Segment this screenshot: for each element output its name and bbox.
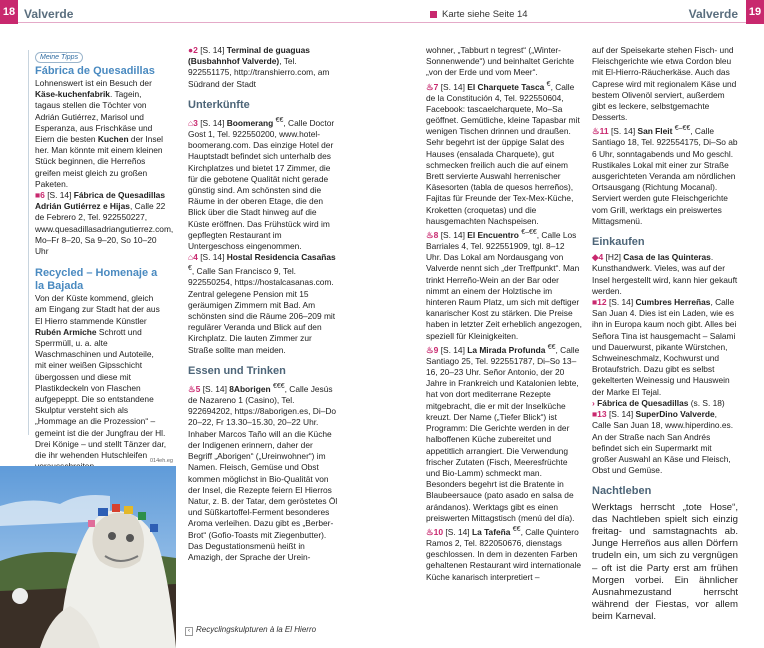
location-pin-icon: ◆ — [592, 252, 599, 263]
text: Schrott und Sperrmüll, u. a. alte Waschmaschinen und Autoteile, mit einer weißen Gipsschicht übergossen und diese mit Plastikdeckeln von Flaschen aufgepeppt. Die so entstandene Skulptur versteht sich als „Hommage an die Prozession“ – gemeint ist die der Jungfrau der Hl. Drei Könige – und stellt Tänzer dar, die ihr wehenden Hutschleifen — [35, 326, 167, 461]
hotel-icon: ⌂ — [188, 117, 194, 128]
entry-name: El Encuentro — [467, 229, 519, 240]
map-ref: [S. 14] — [202, 383, 230, 394]
entry-name: Terminal de guaguas (Busbahnhof Valverde) — [188, 45, 310, 67]
entry-text: , Calle San Francisco 9, Tel. 922550254, https://hostalcasanas.com. Zentral gelegene Pension mit 15 geräumigen Zimmern mit Bad. Am schönsten sind die Räume 206–209 mit regulärer Veranda und Blick auf den Kirchplatz. Die lauten Zimmer zur Straße sollte man meiden. — [188, 266, 336, 355]
map-ref: [S. 14] — [445, 526, 472, 537]
entry-name: Casa de las Quinteras — [623, 252, 711, 263]
text-bold: Kuchen — [97, 134, 129, 145]
map-ref: [S. 14] — [608, 409, 636, 420]
price-category: € — [188, 265, 192, 273]
page-number-right: 19 — [746, 0, 764, 24]
entry-2 — [188, 45, 338, 90]
entry-number: 8 — [433, 229, 439, 240]
entry-number: 4 — [598, 252, 604, 263]
shop-entry-4 — [592, 252, 738, 297]
entry-3 — [188, 115, 338, 252]
map-ref: [S. 14] — [440, 229, 468, 240]
entry-text: , Calle de la Constitución 4, Tel. 922550604, Facebook: tascaelcharquete, Mo–Sa geöffnet. Gemütliche, kleine Tapasbar mit wenigen Tischen drinnen und draußen. Sehr begehrt ist der üppige Salat des Hauses (ensalada Charquete), gut schmecken freilich auch die auf einem Brett servierte Auswahl herrenischer Käsesorten (tabla de quesos herreños), Fajitas für Freunde der Tex-Mex-Küche, Kroketten (croquetas) und die hausgemachten Nachspeisen. — [426, 81, 580, 226]
text: der Insel her. Man könnte mit einem kleinen Stück beginnen, die Herreños greifen meist gleich zu großen Paketen. — [35, 134, 164, 189]
entry-text: , Calle Santiago 18, Tel. 922554175, Di–So ab 6 Uhr, sonntagabends und Mo geschl. Rustikales Lokal mit einer zur Straße ausgerichteten Veranda am nördlichen Ortsausgang (Richtung Mocanal). Serviert werden gute Fleischgerichte vom Grill, werktags ein preiswertes Mittagsmenü. — [592, 126, 738, 226]
paragraph-continued: auf der Speisekarte stehen Fisch- und Fleischgerichte wie etwa Cordon bleu mit El-Hierro-Räucherkäse. Auch das Caprese wird mit regionalem Käse und bestem Olivenöl serviert, außerdem gibt es leckere, selbstgemachte Desserts. — [592, 45, 737, 123]
map-reference: Karte siehe Seite 14 — [442, 9, 528, 20]
map-ref: [H2] — [605, 252, 624, 263]
section-heading-essen: Essen und Trinken — [188, 364, 286, 377]
heading-recycled: Recycled – Homenaje a la Bajada — [35, 267, 158, 293]
price-category: €€ — [547, 343, 556, 351]
page-number-left: 18 — [0, 0, 18, 24]
shop-icon: ■ — [35, 190, 41, 201]
middle-column — [188, 45, 338, 563]
restaurant-icon: ♨ — [426, 526, 434, 537]
entry-name: Fábrica de Quesadillas — [597, 397, 689, 408]
heading-fabrica: Fábrica de Quesadillas — [35, 65, 155, 77]
entry-name: Boomerang — [226, 117, 274, 128]
entry-text: , Calle 22 de Febrero 2, Tel. 922550227, www.quesadillasadriangutierrez.com, Mo–Fr 8–20, Sa 9–20, So 10–20 Uhr — [35, 201, 174, 257]
price-category: €€ — [512, 525, 521, 533]
entry-number: 2 — [193, 45, 198, 55]
text-bold: Käse-kuchenfabrik — [35, 89, 110, 100]
photo-credit: 014eh.eg — [150, 458, 173, 464]
paragraph-recycled — [35, 293, 167, 472]
entry-number: 13 — [597, 409, 607, 420]
paragraph-nachtleben: Werktags herrscht „tote Hose“, das Nachtleben spielt sich einzig freitag- und samstagnachts ab. Junge Herreños aus allen Dörfern trudeln ein, um sich zu vergnügen – oft ist die Party erst am frühen Morgen vorbei. Ein ähnlicher Ausnahmezustand herrscht während der Fiestas, vor allem beim Karneval. — [592, 501, 738, 623]
map-ref: [S. 14] — [200, 45, 227, 55]
entry-text: , Calle San Juan 18, www.hiperdino.es. An der Straße nach San Andrés befindet sich ein Supermarkt mit großer Auswahl an Käse und Fleisch, Obst und Gemüse. — [592, 409, 734, 476]
entry-text: . Kunsthandwerk. Vieles, was auf der Insel hergestellt wird, kann hier gekauft werden. — [592, 252, 738, 296]
map-ref: [S. 14] — [608, 297, 636, 308]
restaurant-icon: ♨ — [188, 383, 196, 394]
caption-text: Recyclingskulpturen à la El Hierro — [196, 625, 317, 634]
entry-text: (s. S. 18) — [688, 397, 725, 408]
entry-text: , Calle Jesús de Nazareno 1 (Casino), Tel. 922694202, https://8aborigen.es, Di–Do 20–22, Fr 13.30–15.30, 20–22 Uhr. Inhaber Marcos Taño will an die Küche der Indigenen erinnern, daher der Begriff „Aborigen“ („Ureinwohner“) im Namen. Fleisch, Gemüse und Obst kommen möglichst in Bio-Qualität von der Insel, die Rezepte feiern El Hierros Natur, z. B. der Tatar, dem geröstetes Öl und Süßkartoffel-Ferment besonderes Aroma verleihen. Dazu gibt es „Berber-Brot“ (Gofio-Toasts mit Ziegenbutter). Das Degustationsmenü heißt in Amazigh, der Sprache der Urein- — [188, 383, 338, 562]
shop-entry-12 — [592, 297, 738, 398]
entry-number: 3 — [193, 117, 198, 128]
entry-number: 7 — [433, 81, 439, 92]
section-heading-einkaufen: Einkaufen — [592, 236, 645, 249]
entry-name: 8Aborigen — [229, 383, 271, 394]
right-column-1 — [426, 45, 582, 583]
map-ref: [S. 14] — [440, 81, 468, 92]
left-column — [35, 51, 174, 473]
entry-text: , Calle Los Barriales 4, Tel. 922551909, tgl. 8–12 Uhr. Das Lokal am Nordausgang von Valverde nennt sich „der Treffpunkt“. Man trinkt Herreño-Wein an der Bar oder nimmt an einem der Holztische im hinteren Raum Platz, um sich mit deftiger kanarischer Kost zu stärken. Die Preise haben in letzter Zeit erheblich angezogen, speziell für Kleinigkeiten. — [426, 229, 582, 341]
header-rule-right — [382, 22, 746, 23]
entry-text: , Calle Santiago 25, Tel. 922551787, Di–So 13–16, 20–23 Uhr. Señor Antonio, der 20 Jahre in Frankreich und Katalonien lebte, hat von dort mediterrane Rezepte mitgebracht, die er mit der Inselküche kreuzt. Der Name („Tiefer Blick“) ist Programm: Die Gerichte werden in der halboffenen Küche zubereitet und appetitlich arrangiert. Die Verwendung frischer Zutaten (Fisch, Meeresfrüchte und Bio-Lamm) schmeckt man. Besonders begehrt ist die Bratente in Blaubeersauce (pato asado en salsa de arándanos). Werktags gibt es einen preiswerten Mittagstisch (menú del día). — [426, 344, 580, 523]
entry-text: , Calle Doctor Gost 1, Tel. 922550200, www.hotel-boomerang.com. Das einzige Hotel der Hauptstadt befindet sich unterhalb des Kirchplatzes und bietet 17 Zimmer, die für die gebotene Qualität nicht gerade günstig sind. Am schönsten sind die Räume in der oberen Etage, die den Blick über die Stadt hinweg auf die Küste eröffnen. Das Frühstück wird im gepflegten Restaurant im Untergeschoss eingenommen. — [188, 117, 335, 252]
shop-icon: ■ — [592, 409, 598, 420]
right-page — [382, 0, 764, 648]
paragraph-continued: wohner, „Tabburt n tegrest“ („Winter-Sonnenwende“) und beinhaltet Gerichte „von der Erde und vom Meer“. — [426, 45, 575, 78]
entry-4 — [188, 252, 338, 356]
entry-name: La Tafeña — [471, 526, 511, 537]
entry-10 — [426, 524, 582, 583]
text: . Tagein, tagaus stellen die Töchter von Adrián Gutiérrez, Marisol und Esperanza, aus Frischkäse und Eiern die besten — [35, 89, 153, 145]
sculpture-photo — [0, 466, 176, 648]
running-head-left: Valverde — [24, 7, 74, 21]
restaurant-icon: ♨ — [592, 126, 600, 137]
entry-5 — [188, 381, 338, 563]
entry-6 — [35, 190, 174, 257]
entry-name: Fábrica de Quesadillas Adrián Gutiérrez e Hijas — [35, 190, 165, 212]
entry-number: 12 — [597, 297, 607, 308]
shop-entry-fabrica — [592, 398, 738, 409]
hotel-icon: ⌂ — [188, 252, 194, 263]
bus-icon: ● — [188, 45, 194, 55]
tip-badge: Meine Tipps — [35, 52, 83, 63]
entry-number: 9 — [433, 344, 439, 355]
entry-11 — [592, 123, 738, 227]
shop-icon: ■ — [592, 297, 598, 308]
entry-7 — [426, 79, 582, 227]
restaurant-icon: ♨ — [426, 344, 434, 355]
map-ref: [S. 14] — [200, 252, 227, 263]
price-category: €–€€ — [521, 229, 537, 237]
price-category: € — [546, 80, 551, 88]
shop-entry-13 — [592, 409, 738, 476]
photo-caption — [185, 625, 316, 636]
section-heading-nachtleben: Nachtleben — [592, 485, 652, 498]
right-column-2 — [592, 45, 738, 624]
entry-number: 5 — [195, 383, 201, 394]
tip-box-rule — [28, 50, 29, 435]
text-bold: Rubén Armiche — [35, 326, 97, 337]
text: Lohnenswert ist ein Besuch der — [35, 78, 152, 88]
sculpture-illustration — [0, 466, 176, 648]
entry-number: 4 — [193, 252, 198, 263]
entry-8 — [426, 227, 582, 342]
arrow-right-icon: › — [592, 397, 595, 408]
entry-name: Hostal Residencia Casañas — [226, 252, 336, 263]
price-category: €€€ — [272, 383, 285, 391]
entry-number: 11 — [599, 126, 609, 137]
entry-name: San Fleit — [637, 126, 673, 137]
section-heading-unterkuenfte: Unterkünfte — [188, 98, 250, 111]
header-rule-left — [18, 22, 382, 23]
text: Von der Küste kommend, gleich am Eingang zur Stadt hat der aus El Hierro stammende Künstler — [35, 293, 160, 326]
entry-number: 6 — [40, 190, 45, 201]
entry-name: La Mirada Profunda — [467, 344, 546, 355]
entry-name: SuperDino Valverde — [635, 409, 715, 420]
map-ref: [S. 14] — [440, 344, 468, 355]
entry-name: Cumbres Herreñas — [635, 297, 711, 308]
map-ref-square-icon — [430, 11, 437, 18]
paragraph-fabrica — [35, 78, 167, 190]
map-ref: [S. 14] — [47, 190, 74, 201]
entry-text: , Calle San Juan 4. Dies ist ein Laden, wie es ihn in Europa kaum noch gibt. Alles bei Señora Tina ist hausgemacht – Salami und Dauerwurst, pikante Würstchen, Schweineschmalz, Kochwurst und Brotaufstrich. Dazu gibt es selbst gekelterten Weinessig und Hauswein der Marke El Tejal. — [592, 297, 737, 397]
map-ref: [S. 14] — [610, 126, 638, 137]
map-ref: [S. 14] — [200, 117, 227, 128]
entry-number: 10 — [433, 526, 444, 537]
restaurant-icon: ♨ — [426, 81, 434, 92]
entry-text: , Calle Quintero Ramos 2, Tel. 822050676, dienstags geschlossen. In dem in dezenten Farben gehaltenen Restaurant wird internationale Küche kanarisch interpretiert – — [426, 526, 582, 582]
entry-text: , Tel. 922551175, http://transhierro.com, am Südrand der Stadt — [188, 56, 330, 89]
price-category: €€ — [275, 117, 284, 125]
running-head-right: Valverde — [688, 7, 738, 21]
entry-name: El Charquete Tasca — [467, 81, 545, 92]
price-category: €–€€ — [674, 125, 691, 133]
restaurant-icon: ♨ — [426, 229, 434, 240]
caption-arrow-icon: ‹ — [185, 627, 193, 636]
entry-9 — [426, 342, 582, 524]
